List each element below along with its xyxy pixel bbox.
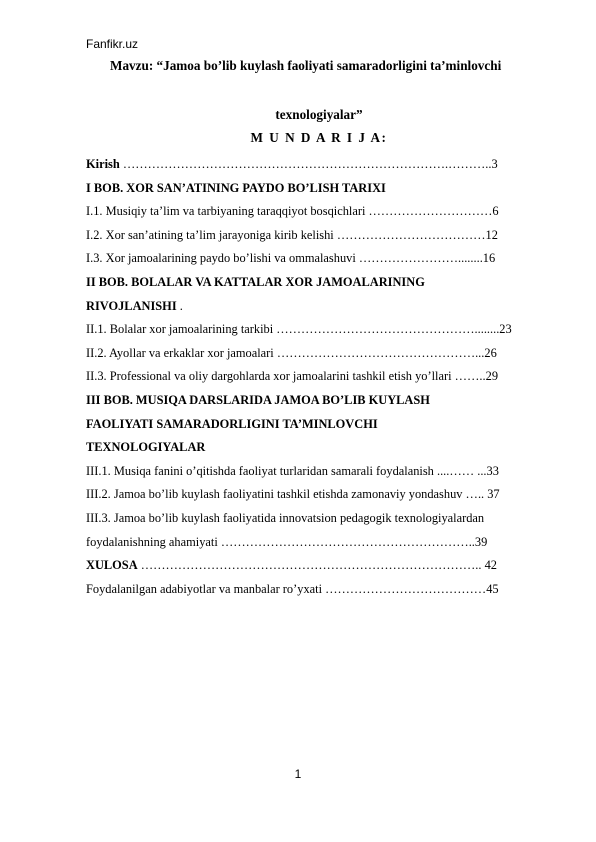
toc-chapter-heading: III BOB. MUSIQA DARSLARIDA JAMOA BO’LIB KUYLASH <box>86 392 430 407</box>
toc-entry <box>86 413 552 437</box>
toc-entry-text: I.2. Xor san’atining ta’lim jarayoniga kirib kelishi ………………………………12 <box>86 227 498 242</box>
toc-entry-heading: XULOSA <box>86 558 138 573</box>
toc-entry-text: III.3. Jamoa bo’lib kuylash faoliyatida innovatsion pedagogik texnologiyalardan <box>86 510 485 525</box>
toc-entry-leader: …………………………………………………………………….………..3 <box>119 157 498 171</box>
toc-title: M U N D A R I J A: <box>250 130 388 145</box>
toc-entry-leader: ……………………………………………………………………….. 42 <box>137 558 497 573</box>
toc-entry-suffix: . <box>176 298 183 313</box>
toc-entry-text: I.1. Musiqiy ta’lim va tarbiyaning taraqqiyot bosqichlari …………………………6 <box>86 204 499 219</box>
toc-entry <box>86 271 552 295</box>
toc-entry <box>86 247 552 271</box>
toc-entry <box>86 295 552 319</box>
toc-entry <box>86 318 552 342</box>
page-number: 1 <box>294 767 302 781</box>
toc-chapter-heading: TEXNOLOGIYALAR <box>86 440 206 455</box>
toc-entry <box>86 200 552 224</box>
toc-chapter-heading: RIVOJLANISHI <box>86 298 177 313</box>
toc-entry <box>86 531 552 555</box>
toc-entry <box>86 224 552 248</box>
toc-entry-heading: Kirish <box>86 157 120 171</box>
toc-entry <box>86 460 552 484</box>
toc-entry <box>86 578 552 602</box>
toc-entry <box>86 342 552 366</box>
toc-entry <box>86 389 552 413</box>
toc-entry <box>86 365 552 389</box>
toc-entry <box>86 507 552 531</box>
toc-entry-text: II.3. Professional va oliy dargohlarda xor jamoalarini tashkil etish yo’llari ……..29 <box>86 369 499 384</box>
toc-entry <box>86 554 552 578</box>
toc-entry-text: III.1. Musiqa fanini o’qitishda faoliyat turlaridan samarali foydalanish ....…… ...33 <box>86 463 499 478</box>
topic-line-1: Mavzu: “Jamoa bo’lib kuylash faoliyati samaradorligini ta’minlovchi <box>110 58 502 73</box>
toc-entry-text: II.1. Bolalar xor jamoalarining tarkibi …………………………………………........23 <box>86 322 512 337</box>
toc-entry-text: Foydalanilgan adabiyotlar va manbalar ro’yxati …………………………………45 <box>86 581 499 596</box>
toc-entry <box>86 436 552 460</box>
toc-entry <box>86 153 552 177</box>
toc-entry <box>86 177 552 201</box>
site-name: Fanfikr.uz <box>86 37 139 51</box>
toc-chapter-heading: FAOLIYATI SAMARADORLIGINI TA’MINLOVCHI <box>86 416 378 431</box>
topic-line-2: texnologiyalar” <box>275 107 363 122</box>
toc-entry-text: foydalanishning ahamiyati ……………………………………………………..39 <box>86 534 488 549</box>
toc-chapter-heading: I BOB. XOR SAN’ATINING PAYDO BO’LISH TARIXI <box>86 180 386 195</box>
toc-chapter-heading: II BOB. BOLALAR VA KATTALAR XOR JAMOALARINING <box>86 274 425 289</box>
toc-entry-text: III.2. Jamoa bo’lib kuylash faoliyatini tashkil etishda zamonaviy yondashuv ….. 37 <box>86 487 500 502</box>
toc-entry <box>86 483 552 507</box>
toc-entry-text: II.2. Ayollar va erkaklar xor jamoalari …………………………………………...26 <box>86 345 497 360</box>
toc-entry-text: I.3. Xor jamoalarining paydo bo’lishi va ommalashuvi ……………………........16 <box>86 251 496 266</box>
table-of-contents <box>86 153 552 601</box>
